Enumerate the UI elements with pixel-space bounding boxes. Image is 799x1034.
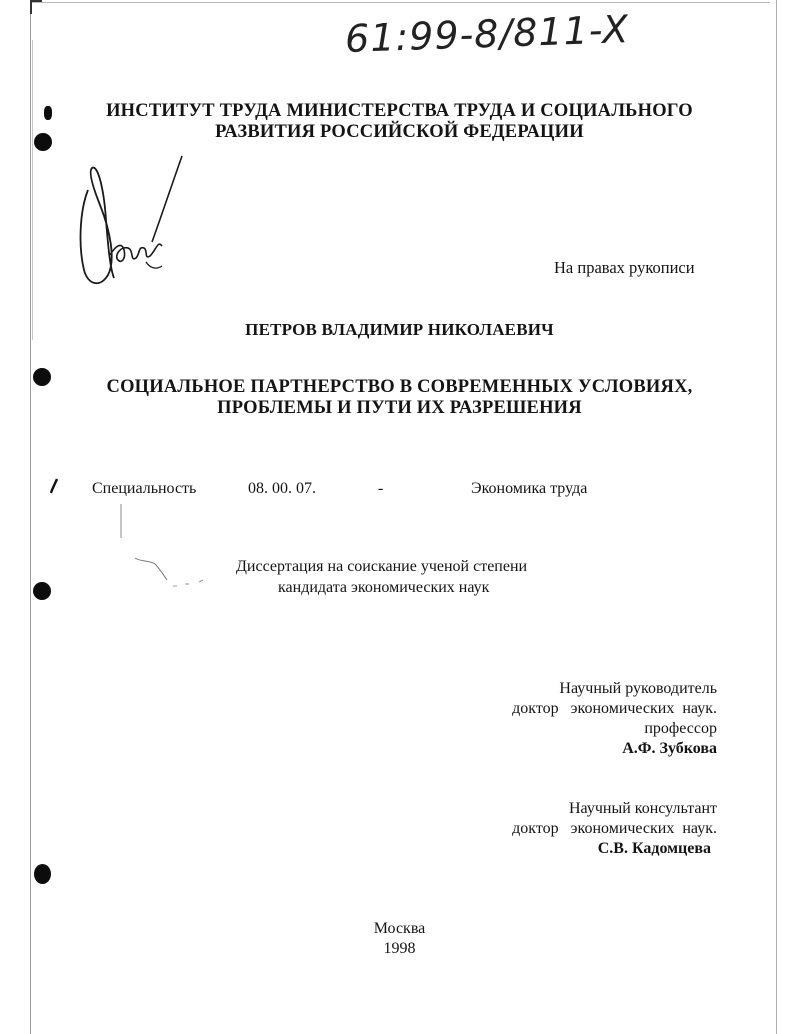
city: Москва — [373, 920, 426, 937]
supervisor-degree: доктор экономических наук. — [512, 700, 717, 717]
dissertation-line-1: Диссертация на соискание ученой степени — [236, 558, 528, 575]
scan-edge-top — [30, 2, 770, 3]
author-name: ПЕТРОВ ВЛАДИМИР НИКОЛАЕВИЧ — [245, 320, 554, 339]
punch-hole-4 — [34, 864, 51, 884]
scan-edge-right — [776, 0, 777, 1034]
city-year — [0, 919, 799, 959]
handwritten-catalog-number: 61:99-8/811-X — [344, 7, 630, 61]
handwritten-signature — [70, 150, 200, 290]
title-line-1: СОЦИАЛЬНОЕ ПАРТНЕРСТВО В СОВРЕМЕННЫХ УСЛОВИЯХ, — [106, 377, 693, 397]
consultant-degree: доктор экономических наук. — [512, 820, 717, 837]
consultant-block — [397, 799, 717, 859]
consultant-role: Научный консультант — [569, 800, 717, 817]
pen-tick-mark — [48, 478, 60, 494]
dissertation-title — [0, 377, 799, 419]
institute-heading — [0, 101, 799, 143]
supervisor-name: А.Ф. Зубкова — [622, 740, 717, 757]
supervisor-block — [397, 679, 717, 759]
title-line-2: ПРОБЛЕМЫ И ПУТИ ИХ РАЗРЕШЕНИЯ — [217, 398, 582, 418]
specialty-label: Специальность — [92, 480, 197, 497]
institute-line-1: ИНСТИТУТ ТРУДА МИНИСТЕРСТВА ТРУДА И СОЦИАЛЬНОГО — [106, 101, 693, 121]
year: 1998 — [383, 940, 416, 957]
pencil-marks — [115, 500, 215, 590]
specialty-code: 08. 00. 07. — [248, 480, 316, 497]
punch-hole-3 — [33, 582, 51, 600]
specialty-name: Экономика труда — [471, 480, 588, 497]
supervisor-rank: профессор — [644, 720, 717, 737]
scan-edge-left — [30, 0, 31, 1034]
supervisor-role: Научный руководитель — [559, 680, 717, 697]
consultant-name: С.В. Кадомцева — [597, 840, 711, 857]
manuscript-note: На правах рукописи — [554, 258, 695, 277]
institute-line-2: РАЗВИТИЯ РОССИЙСКОЙ ФЕДЕРАЦИИ — [215, 122, 584, 142]
dissertation-line-2: кандидата экономических наук — [278, 579, 490, 596]
specialty-dash: - — [378, 480, 384, 497]
scan-edge-left-inner — [32, 40, 33, 340]
scan-corner-mark — [30, 0, 42, 14]
